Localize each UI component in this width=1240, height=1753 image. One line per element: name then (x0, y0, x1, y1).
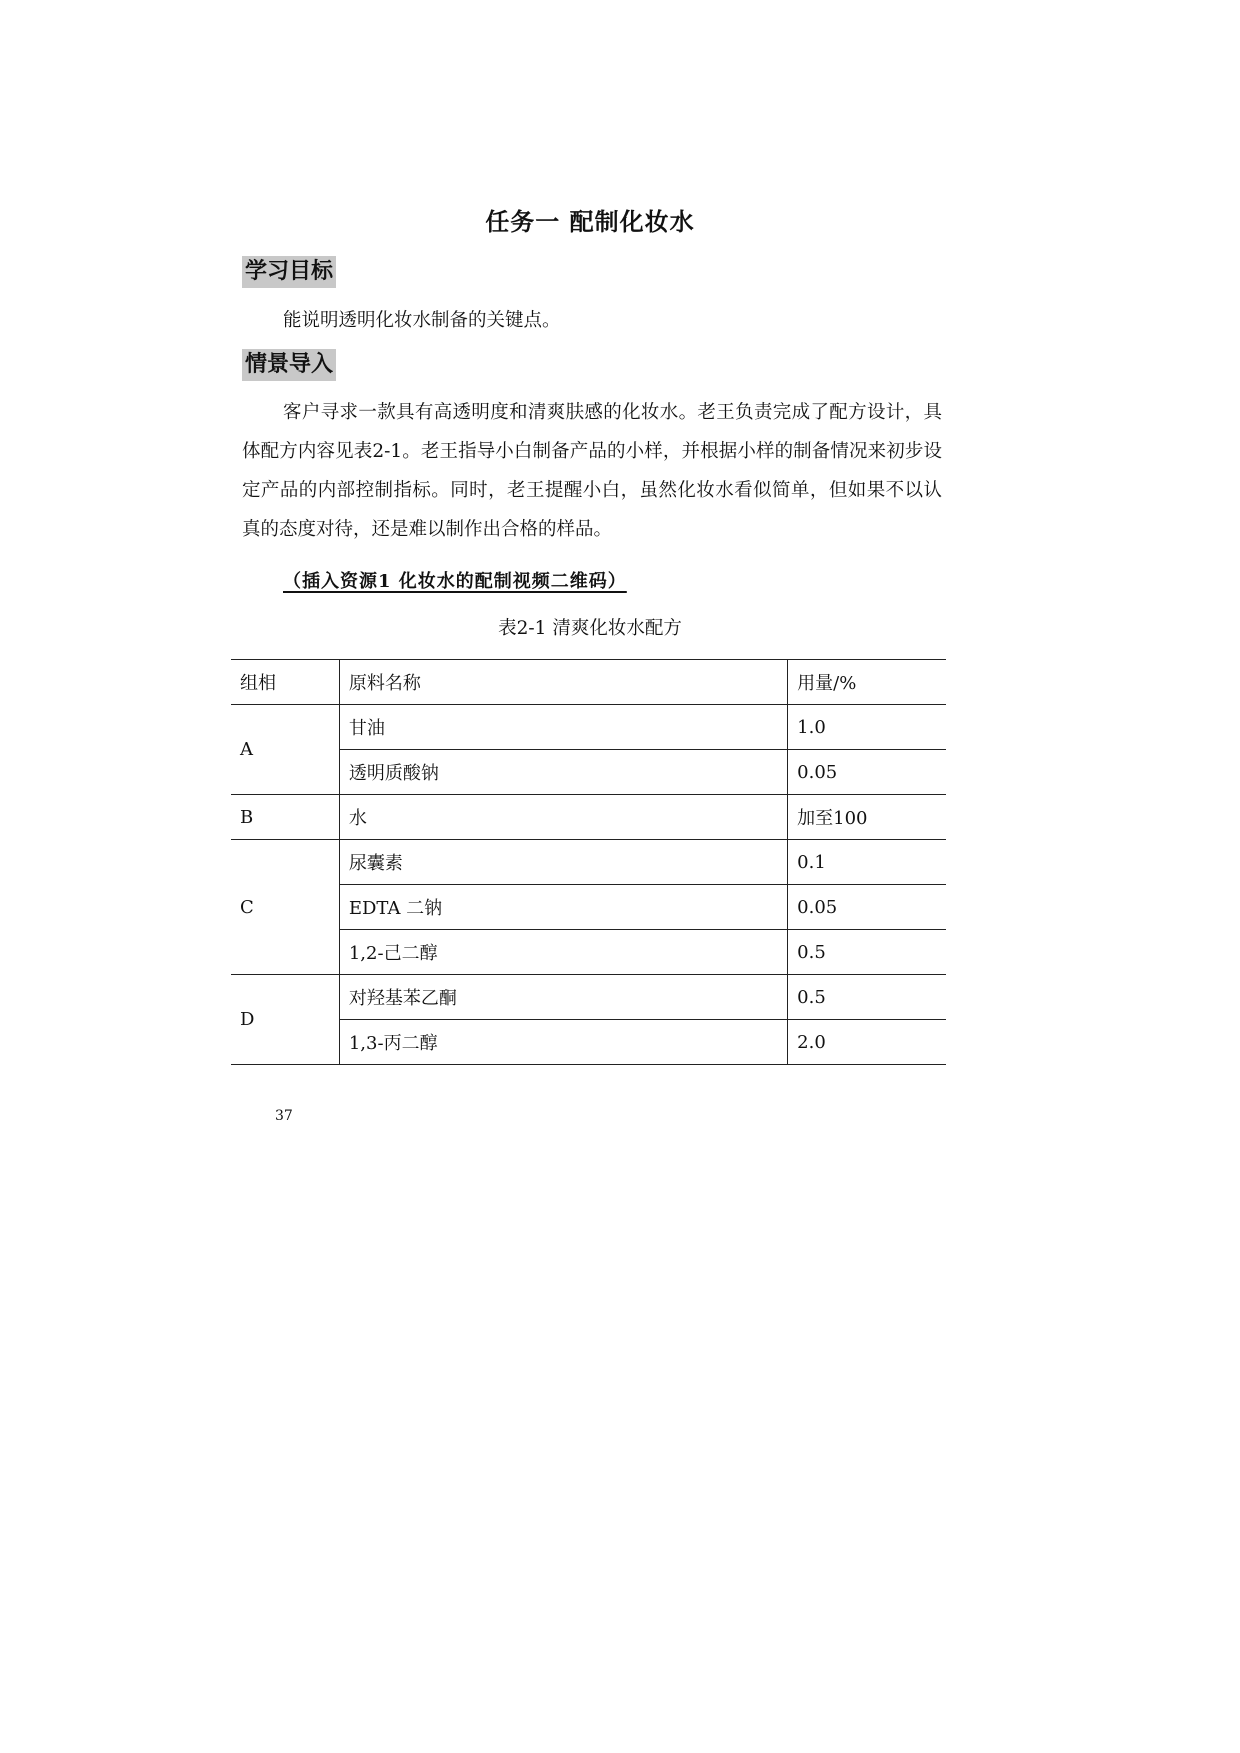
section-heading-scenario: 情景导入 (242, 349, 336, 381)
amount-cell: 0.5 (788, 975, 946, 1020)
section-heading-learning-goals: 学习目标 (242, 256, 336, 288)
phase-cell: D (231, 975, 339, 1065)
table-header: 原料名称 (339, 660, 787, 705)
amount-cell: 1.0 (788, 705, 946, 750)
amount-cell: 0.05 (788, 750, 946, 795)
material-cell: 对羟基苯乙酮 (339, 975, 787, 1020)
table-row (231, 975, 946, 1020)
amount-cell: 加至100 (788, 795, 946, 840)
material-cell: EDTA 二钠 (339, 885, 787, 930)
page-number: 37 (275, 1108, 293, 1124)
phase-cell: C (231, 840, 339, 975)
amount-cell: 0.1 (788, 840, 946, 885)
table-row (231, 795, 946, 840)
material-cell: 1,3-丙二醇 (339, 1020, 787, 1065)
amount-cell: 2.0 (788, 1020, 946, 1065)
table-row (231, 705, 946, 750)
phase-cell: A (231, 705, 339, 795)
page-title: 任务一 配制化妆水 (485, 208, 695, 236)
material-cell: 甘油 (339, 705, 787, 750)
resource-link[interactable]: （插入资源1 化妆水的配制视频二维码） (283, 571, 627, 592)
phase-cell: B (231, 795, 339, 840)
amount-cell: 0.05 (788, 885, 946, 930)
material-cell: 尿囊素 (339, 840, 787, 885)
table-header-row (231, 660, 946, 705)
material-cell: 透明质酸钠 (339, 750, 787, 795)
amount-cell: 0.5 (788, 930, 946, 975)
scenario-text: 客户寻求一款具有高透明度和清爽肤感的化妆水。老王负责完成了配方设计，具体配方内容见表2-1。老王指导小白制备产品的小样，并根据小样的制备情况来初步设定产品的内部控制指标。同时，老王提醒小白，虽然化妆水看似简单，但如果不以认真的态度对待，还是难以制作出合格的样品。 (242, 402, 942, 540)
material-cell: 1,2-己二醇 (339, 930, 787, 975)
table-header: 组相 (231, 660, 339, 705)
learning-goals-text: 能说明透明化妆水制备的关键点。 (283, 310, 561, 331)
formula-table (231, 659, 946, 1065)
table-row (231, 840, 946, 885)
table-caption: 表2-1 清爽化妆水配方 (498, 618, 682, 639)
material-cell: 水 (339, 795, 787, 840)
table-header: 用量/% (788, 660, 946, 705)
